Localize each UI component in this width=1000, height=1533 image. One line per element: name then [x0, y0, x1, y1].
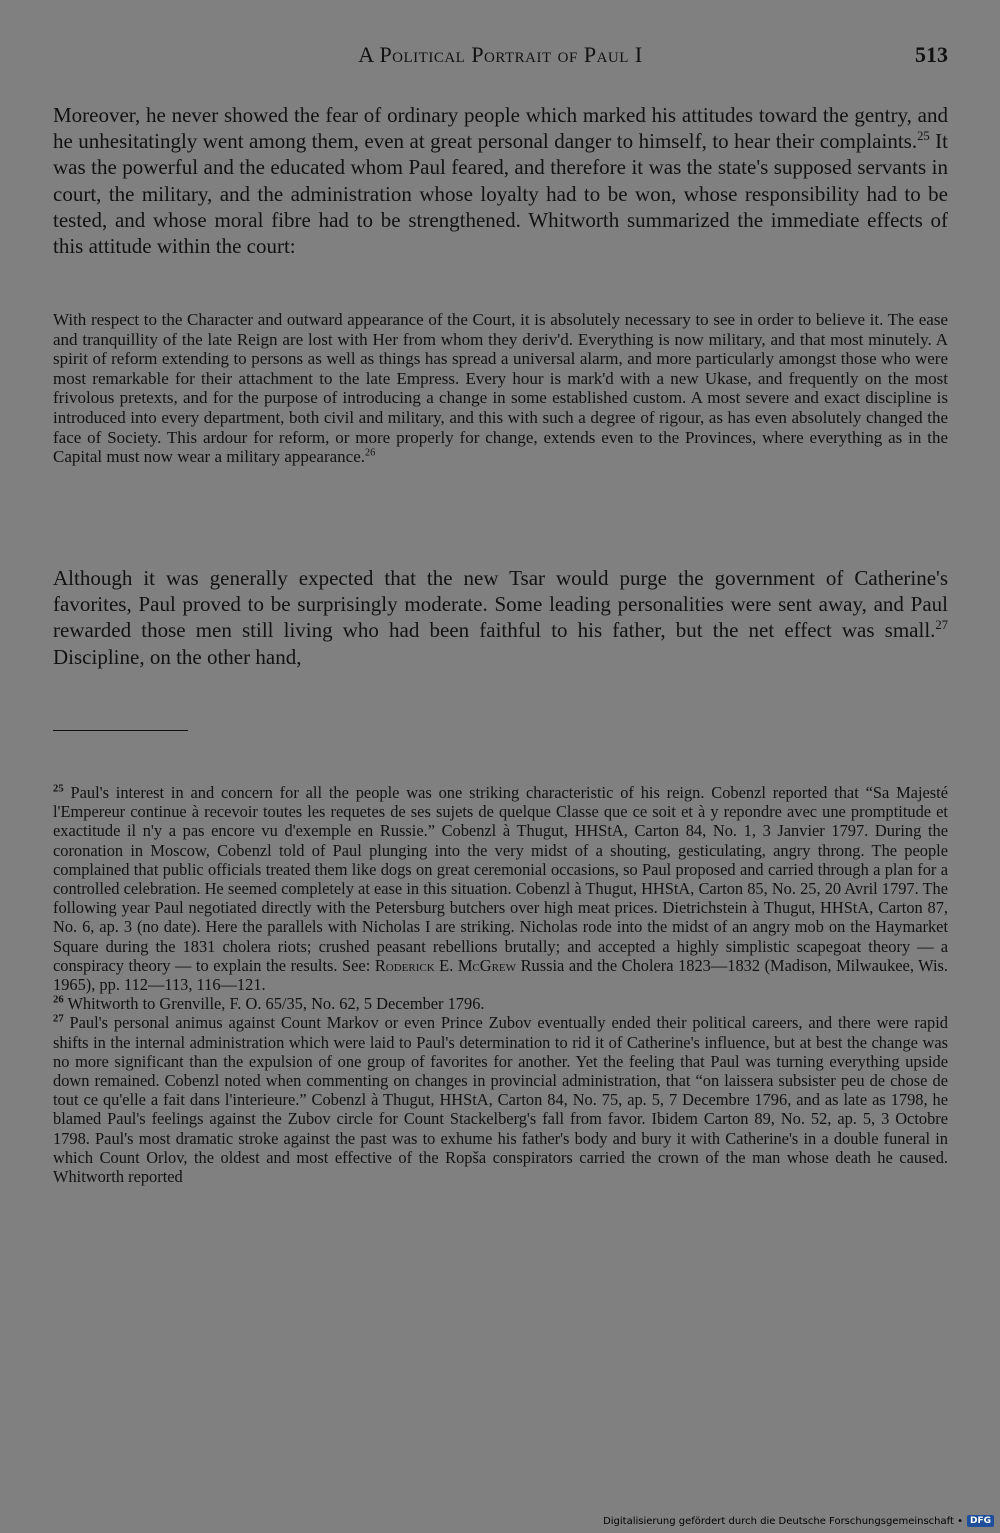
page-number: 513 — [915, 42, 948, 67]
footnote-number: 26 — [53, 994, 64, 1006]
paragraph-text: Although it was generally expected that the new Tsar would purge the government of Catherine's favorites, Paul proved to be surprisingly moderate. Some leading personalities were sent away, and Paul rewarded those men still living who had been faithful to his father, but the net effect was small. — [53, 566, 948, 643]
footnote-ref-27[interactable]: 27 — [935, 618, 948, 633]
digitization-credit — [603, 1515, 994, 1527]
footnote-number: 25 — [53, 783, 64, 795]
body-paragraph-2 — [53, 565, 948, 670]
cited-author: Roderick E. McGrew — [374, 955, 517, 975]
footnote-27 — [53, 1013, 948, 1186]
footnote-text: Whitworth to Grenville, F. O. 65/35, No. 62, 5 December 1796. — [63, 994, 485, 1014]
paragraph-text: Discipline, on the other hand, — [53, 644, 302, 669]
footnote-text: Russia and the Cholera 1823—1832 (Madison, Milwaukee, Wis. 1965), pp. 112—113, 116—121. — [53, 955, 949, 995]
footnote-divider — [53, 730, 188, 731]
quote-text: With respect to the Character and outward appearance of the Court, it is absolutely necessary to see in order to believe it. The ease and tranquillity of the late Reign are lost with Her from whom they deriv'd. Everything is now military, and that most minutely. A spirit of reform extending to persons as well as things has spread a universal alarm, and more particularly amongst those who were most remarkable for their attachment to the late Empress. Every hour is mark'd with a new Ukase, and frequently on the most frivolous pretexts, and for the purpose of introducing a change in some established custom. A most severe and exact discipline is introduced into every department, both civil and military, and this with such a degree of rigour, as has even absolutely changed the face of Society. This ardour for reform, or more properly for change, extends even to the Provinces, where everything as in the Capital must now wear a military appearance. — [53, 310, 948, 467]
body-paragraph-1 — [53, 102, 948, 259]
paragraph-text: It was the powerful and the educated whom Paul feared, and therefore it was the state's supposed servants in court, the military, and the administration whose loyalty had to be won, whose responsibility had to be tested, and whose moral fibre had to be strengthened. Whitworth summarized the immediate effects of this attitude within the court: — [53, 129, 949, 259]
footnote-26 — [53, 994, 948, 1013]
footnote-ref-25[interactable]: 25 — [917, 129, 930, 144]
footnote-25 — [53, 783, 948, 994]
running-title: A Political Portrait of Paul I — [358, 42, 643, 67]
credit-text: Digitalisierung gefördert durch die Deutsche Forschungsgemeinschaft • — [603, 1515, 963, 1527]
dfg-logo: DFG — [967, 1515, 994, 1527]
footnotes — [53, 783, 948, 1186]
footnote-text: Paul's interest in and concern for all the people was one striking characteristic of his reign. Cobenzl reported that “Sa Majesté l'Empereur continue à recevoir toutes les requetes de ses sujets de quelque Classe que ce soit et à y repondre avec une promptitude et exactitude il n'y a pas encore vu d'exemple en Russie.” Cobenzl à Thugut, HHStA, Carton 84, No. 1, 3 Janvier 1797. During the coronation in Moscow, Cobenzl told of Paul plunging into the very midst of a shouting, gesticulating, angry throng. The people complained that public officials treated them like dogs on great ceremonial occasions, so Paul proposed and carried through a plan for a controlled celebration. He seemed completely at ease in this situation. Cobenzl à Thugut, HHStA, Carton 85, No. 25, 20 Avril 1797. The following year Paul negotiated directly with the Petersburg butchers over high meat prices. Dietrichstein à Thugut, HHStA, Carton 87, No. 6, ap. 3 (no date). Here the parallels with Nicholas I are striking. Nicholas rode into the midst of an angry mob on the Haymarket Square during the 1831 cholera riots; crushed peasant rebellions brutally; and accepted a highly simplistic scapegoat theory — a conspiracy theory — to explain the results. See: — [53, 783, 948, 975]
page-header — [53, 42, 948, 74]
footnote-number: 27 — [53, 1013, 64, 1025]
paragraph-text: Moreover, he never showed the fear of ordinary people which marked his attitudes toward the gentry, and he unhesitatingly went among them, even at great personal danger to himself, to hear their complaints. — [53, 103, 948, 154]
footnote-text: Paul's personal animus against Count Markov or even Prince Zubov eventually ended their political careers, and there were rapid shifts in the internal administration which were laid to Paul's determination to rid it of Catherine's influence, but at best the change was no more significant than the expulsion of one group of favorites for another. Yet the feeling that Paul was turning everything upside down remained. Cobenzl noted when commenting on changes in provincial administration, that “on laissera subsister peu de chose de tout ce qu'elle a fait dans l'interieure.” Cobenzl à Thugut, HHStA, Carton 84, No. 75, ap. 5, 7 Decembre 1796, and as late as 1798, he blamed Paul's feelings against the Zubov circle for Count Stackelberg's fall from favor. Ibidem Carton 89, No. 52, ap. 5, 3 Octobre 1798. Paul's most dramatic stroke against the past was to exhume his father's body and bury it with Catherine's in a double funeral in which Count Orlov, the oldest and most effective of the Ropša conspirators carried the crown of the man whose death he caused. Whitworth reported — [53, 1013, 948, 1187]
block-quote — [53, 310, 948, 467]
footnote-ref-26[interactable]: 26 — [365, 447, 376, 459]
